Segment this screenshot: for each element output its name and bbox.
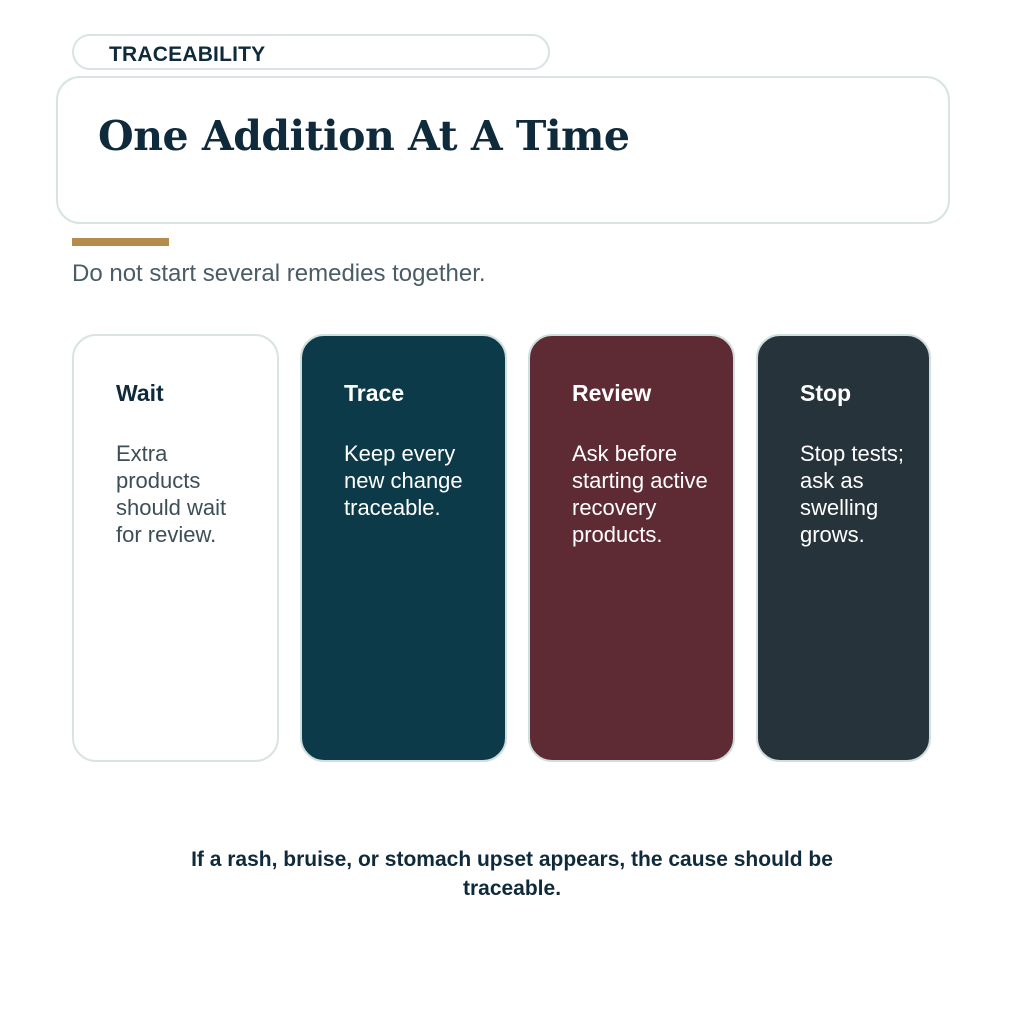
card-body: Ask before starting active recovery products. <box>572 441 708 547</box>
card-body: Stop tests; ask as swelling grows. <box>800 441 904 547</box>
title-card <box>56 76 950 224</box>
page-title: One Addition At A Time <box>98 112 630 160</box>
kicker-label: TRACEABILITY <box>109 43 266 66</box>
page-subtitle: Do not start several remedies together. <box>72 260 486 287</box>
section-kicker <box>72 34 550 70</box>
card-title: Wait <box>116 380 164 406</box>
card-wait <box>72 334 279 762</box>
card-title: Trace <box>344 380 405 406</box>
card-trace <box>300 334 507 762</box>
card-title: Stop <box>800 380 852 406</box>
card-body: Keep every new change traceable. <box>344 441 463 520</box>
footer-note: If a rash, bruise, or stomach upset appears, the cause should be traceable. <box>191 848 833 900</box>
accent-divider <box>72 238 169 246</box>
card-stop <box>756 334 931 762</box>
card-body: Extra products should wait for review. <box>116 441 227 547</box>
card-review <box>528 334 735 762</box>
card-title: Review <box>572 380 652 406</box>
